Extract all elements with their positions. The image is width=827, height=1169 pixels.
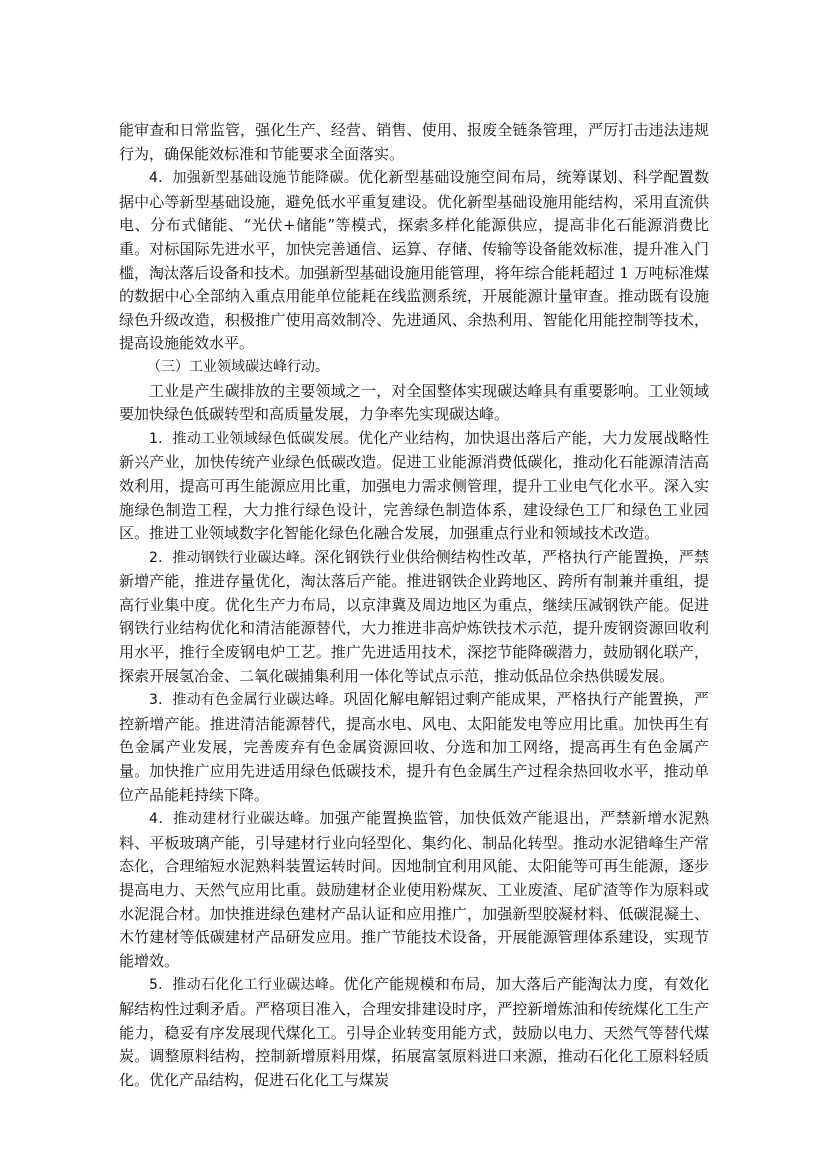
document-body [119,119,709,1092]
paragraph-lead: 1．推动工业领域绿色低碳发展。 [149,430,358,447]
paragraph-lead: 2．推动钢铁行业碳达峰。 [149,549,315,566]
paragraph-text: 优化新型基础设施空间布局，统筹谋划、科学配置数据中心等新型基础设施，避免低水平重复建设。优化新型基础设施用能结构，采用直流供电、分布式储能、“光伏+储能”等模式，探索多样化能源供应，提高非化石能源消费比重。对标国际先进水平，加快完善通信、运算、存储、传输等设备能效标准，提升准入门槛，淘汰落后设备和技术。加强新型基础设施用能管理，将年综合能耗超过 1 万吨标准煤的数据中心全部纳入重点用能单位能耗在线监测系统，开展能源计量审查。推动既有设施绿色升级改造，积极推广使用高效制冷、先进通风、余热利用、智能化用能控制等技术，提高设施能效水平。 [119,168,709,353]
paragraph-lead: 4．推动建材行业碳达峰。 [149,811,320,828]
section-heading: （三）工业领域碳达峰行动。 [147,358,329,375]
continued-paragraph: 能审查和日常监管，强化生产、经营、销售、使用、报废全链条管理，严厉打击违法违规行为，确保能效标准和节能要求全面落实。 [119,121,709,163]
paragraph-lead: 4．加强新型基础设施节能降碳。 [149,170,358,187]
paragraph-text: 加强产能置换监管，加快低效产能退出，严禁新增水泥熟料、平板玻璃产能，引导建材行业向轻型化、集约化、制品化转型。推动水泥错峰生产常态化，合理缩短水泥熟料装置运转时间。因地制宜利用风能、太阳能等可再生能源，逐步提高电力、天然气应用比重。鼓励建材企业使用粉煤灰、工业废渣、尾矿渣等作为原料或水泥混合材。加快推进绿色建材产品认证和应用推广，加强新型胶凝材料、低碳混凝土、木竹建材等低碳建材产品研发应用。推广节能技术设备，开展能源管理体系建设，实现节能增效。 [119,809,709,970]
paragraph-petrochemical [119,973,709,1092]
paragraph-industry-green [119,427,709,546]
paragraph-text: 巩固化解电解铝过剩产能成果，严格执行产能置换，严控新增产能。推进清洁能源替代，提高水电、风电、太阳能发电等应用比重。加快再生有色金属产业发展，完善废弃有色金属资源回收、分选和加工网络，提高再生有色金属产量。加快推广应用先进适用绿色低碳技术，提升有色金属生产过程余热回收水平，推动单位产品能耗持续下降。 [119,690,709,804]
paragraph-new-infrastructure [119,166,709,356]
section-intro: 工业是产生碳排放的主要领域之一，对全国整体实现碳达峰具有重要影响。工业领域要加快绿色低碳转型和高质量发展，力争率先实现碳达峰。 [119,381,709,424]
paragraph-lead: 5．推动石化化工行业碳达峰。 [149,977,344,994]
paragraph-steel [119,546,709,689]
paragraph-text: 优化产能规模和布局，加大落后产能淘汰力度，有效化解结构性过剩矛盾。严格项目准入，合理安排建设时序，严控新增炼油和传统煤化工生产能力，稳妥有序发展现代煤化工。引导企业转变用能方式，鼓励以电力、天然气等替代煤炭。调整原料结构，控制新增原料用煤，拓展富氢原料进口来源，推动石化化工原料轻质化。优化产品结构，促进石化化工与煤炭 [119,975,709,1089]
paragraph-text: 深化钢铁行业供给侧结构性改革，严格执行产能置换，严禁新增产能，推进存量优化，淘汰落后产能。推进钢铁企业跨地区、跨所有制兼并重组，提高行业集中度。优化生产力布局，以京津冀及周边地区为重点，继续压减钢铁产能。促进钢铁行业结构优化和清洁能源替代，大力推进非高炉炼铁技术示范，提升废钢资源回收利用水平，推行全废钢电炉工艺。推广先进适用技术，深挖节能降碳潜力，鼓励钢化联产，探索开展氢冶金、二氧化碳捕集利用一体化等试点示范，推动低品位余热供暖发展。 [119,547,709,685]
paragraph-text: 优化产业结构，加快退出落后产能，大力发展战略性新兴产业，加快传统产业绿色低碳改造。促进工业能源消费低碳化，推动化石能源清洁高效利用，提高可再生能源应用比重，加强电力需求侧管理，提升工业电气化水平。深入实施绿色制造工程，大力推行绿色设计，完善绿色制造体系，建设绿色工厂和绿色工业园区。推进工业领域数字化智能化绿色化融合发展，加强重点行业和领域技术改造。 [119,428,709,543]
paragraph-nonferrous [119,688,709,807]
paragraph-building-materials [119,807,709,973]
paragraph-lead: 3．推动有色金属行业碳达峰。 [149,692,344,709]
